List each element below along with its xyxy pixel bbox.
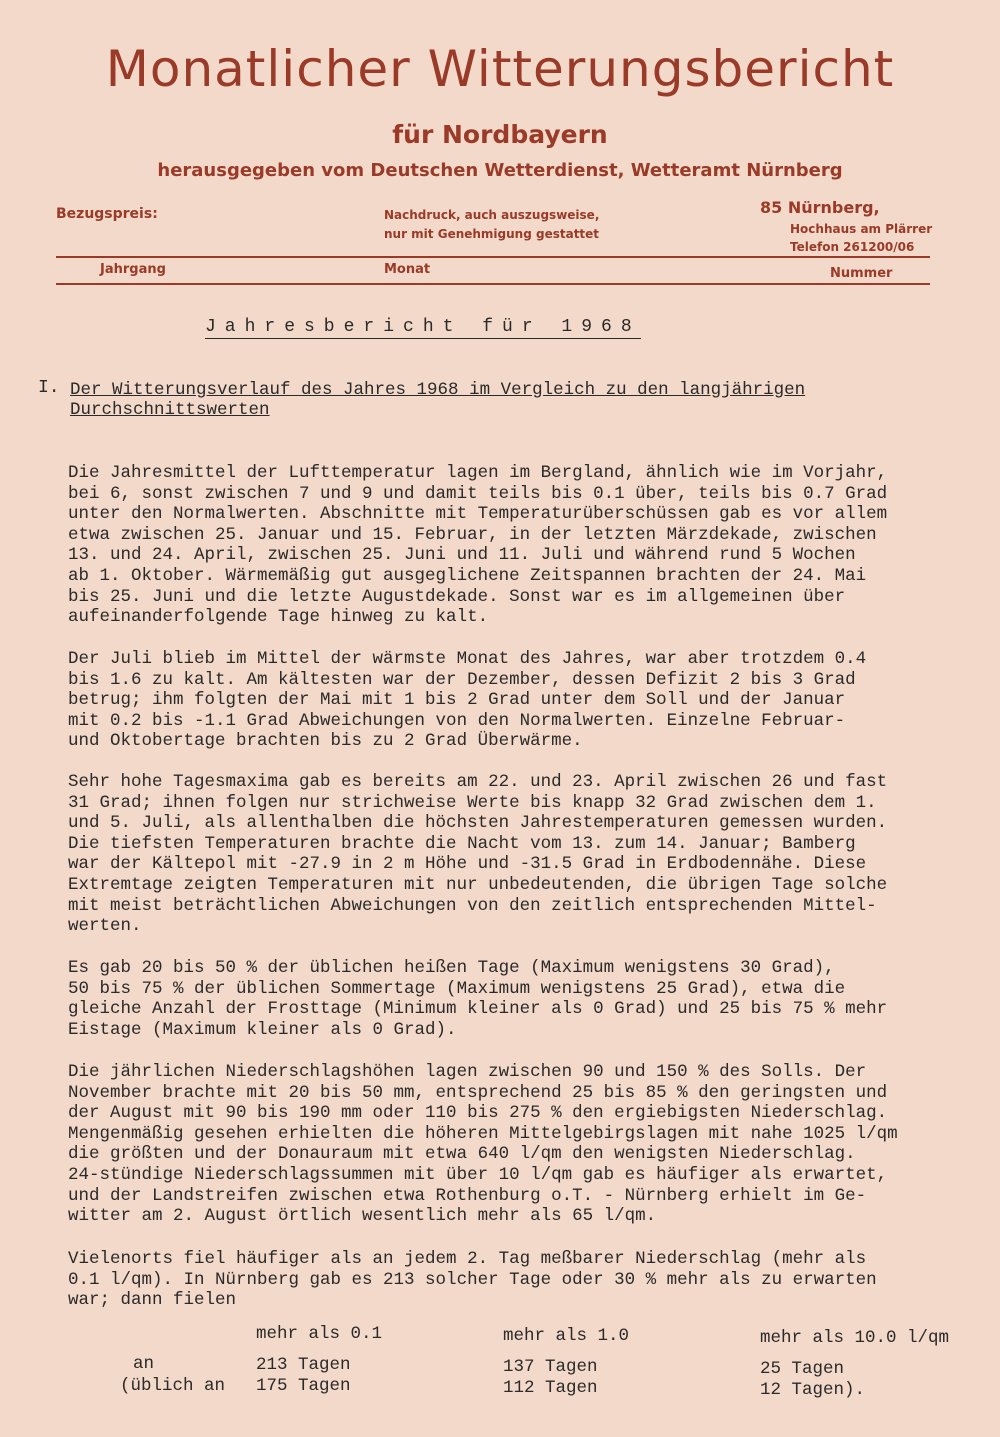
text-line: ab 1. Oktober. Wärmemäßig gut ausgeglichene Zeitspannen brachten der 24. Mai [68, 565, 867, 586]
year-label: Jahrgang [100, 262, 166, 277]
text-line: mit 0.2 bis -1.1 Grad Abweichungen von den Normalwerten. Einzelne Februar- [68, 710, 846, 731]
text-line: November brachte mit 20 bis 50 mm, entsprechend 25 bis 85 % den geringsten und [68, 1082, 888, 1103]
address-line2: Hochhaus am Plärrer [790, 222, 933, 236]
text-line: werten. [68, 916, 142, 937]
text-line: Eistage (Maximum kleiner als 0 Grad). [68, 1019, 457, 1040]
text-line: etwa zwischen 25. Januar und 15. Februar, in der letzten Märzdekade, zwischen [68, 524, 877, 545]
text-line: der August mit 90 bis 190 mm oder 110 bis 275 % den ergiebigsten Niederschlag. [68, 1103, 888, 1124]
paragraph-6 [68, 1249, 958, 1311]
text-line: Sehr hohe Tagesmaxima gab es bereits am 22. und 23. April zwischen 26 und fast [68, 772, 888, 792]
reprint-note-line1: Nachdruck, auch auszugsweise, [384, 208, 600, 222]
text-line: die größten und der Donauraum mit etwa 640 l/qm den wenigsten Niederschlag. [68, 1144, 856, 1165]
address-line1: 85 Nürnberg, [760, 198, 880, 217]
text-line: und Oktobertage brachten bis zu 2 Grad Überwärme. [68, 731, 583, 752]
section-title-line1: Der Witterungsverlauf des Jahres 1968 im Vergleich zu den langjährigen [70, 380, 806, 400]
text-line: Extremtage zeigten Temperaturen mit nur unbedeutenden, die übrigen Tage solche [68, 874, 888, 895]
text-line: war der Kältepol mit -27.9 in 2 m Höhe und -31.5 Grad in Erdbodennähe. Diese [68, 854, 867, 875]
table-cell: 25 Tagen [760, 1359, 845, 1379]
text-line: Die jährlichen Niederschlagshöhen lagen zwischen 90 und 150 % des Solls. Der [68, 1062, 867, 1082]
table-cell: 137 Tagen [503, 1357, 598, 1377]
letterhead-title: Monatlicher Witterungsbericht [105, 40, 895, 98]
text-line: Mengenmäßig gesehen erhielten die höheren Mittelgebirgslagen mit nahe 1025 l/qm [68, 1123, 898, 1144]
section-title-line2: Durchschnittswerten [70, 400, 270, 420]
section-number: I. [38, 378, 60, 398]
paragraph-3 [68, 772, 958, 937]
text-line: bei 6, sonst zwischen 7 und 9 und damit teils bis 0.1 über, teils bis 0.7 Grad [68, 483, 888, 504]
letterhead-subtitle: für Nordbayern [392, 120, 608, 149]
text-line: aufeinanderfolgende Tage hinweg zu kalt. [68, 607, 489, 628]
number-label: Nummer [830, 266, 893, 281]
address-line3: Telefon 261200/06 [790, 240, 915, 254]
text-line: 24-stündige Niederschlagssummen mit über 10 l/qm gab es häufiger als erwartet, [68, 1164, 888, 1185]
text-line: Der Juli blieb im Mittel der wärmste Monat des Jahres, war aber trotzdem 0.4 [68, 649, 867, 669]
text-line: 31 Grad; ihnen folgen nur strichweise Werte bis knapp 32 Grad zwischen dem 1. [68, 792, 877, 813]
text-line: war; dann fielen [68, 1290, 237, 1311]
table-row-label: an [133, 1354, 155, 1374]
text-line: Vielenorts fiel häufiger als an jedem 2. Tag meßbarer Niederschlag (mehr als [68, 1249, 867, 1269]
text-line: 50 bis 75 % der üblichen Sommertage (Maximum wenigstens 25 Grad), etwa die [68, 978, 846, 999]
table-row-label: (üblich an [120, 1376, 226, 1396]
paragraph-5 [68, 1062, 958, 1227]
text-line: bis 1.6 zu kalt. Am kältesten war der Dezember, dessen Defizit 2 bis 3 Grad [68, 669, 856, 690]
text-line: unter den Normalwerten. Abschnitte mit Temperaturüberschüssen gab es vor allem [68, 504, 888, 525]
text-line: mit meist beträchtlichen Abweichungen von den zeitlich entsprechenden Mittel- [68, 895, 877, 916]
text-line: gleiche Anzahl der Frosttage (Minimum kleiner als 0 Grad) und 25 bis 75 % mehr [68, 999, 888, 1020]
table-header-col2: mehr als 1.0 [503, 1326, 630, 1346]
table-header-col3: mehr als 10.0 l/qm [760, 1328, 950, 1348]
text-line: 0.1 l/qm). In Nürnberg gab es 213 solcher Tage oder 30 % mehr als zu erwarten [68, 1269, 877, 1290]
month-label: Monat [384, 262, 431, 277]
paragraph-4 [68, 958, 958, 1040]
text-line: Die tiefsten Temperaturen brachte die Nacht vom 13. zum 14. Januar; Bamberg [68, 833, 856, 854]
text-line: und der Landstreifen zwischen etwa Rothenburg o.T. - Nürnberg erhielt im Ge- [68, 1185, 867, 1206]
header-rule-top [56, 256, 930, 258]
table-cell: 175 Tagen [256, 1376, 351, 1396]
report-title: Jahresbericht für 1968 [205, 317, 641, 337]
text-line: witter am 2. August örtlich wesentlich mehr als 65 l/qm. [68, 1206, 657, 1227]
text-line: Es gab 20 bis 50 % der üblichen heißen Tage (Maximum wenigstens 30 Grad), [68, 958, 835, 978]
text-line: bis 25. Juni und die letzte Augustdekade. Sonst war es im allgemeinen über [68, 586, 846, 607]
letterhead-publisher: herausgegeben vom Deutschen Wetterdienst, Wetteramt Nürnberg [157, 160, 843, 181]
table-cell: 112 Tagen [503, 1378, 598, 1398]
paragraph-1 [68, 463, 958, 628]
table-cell: 12 Tagen). [760, 1380, 866, 1400]
price-label: Bezugspreis: [56, 206, 158, 222]
text-line: Die Jahresmittel der Lufttemperatur lagen im Bergland, ähnlich wie im Vorjahr, [68, 463, 888, 483]
reprint-note-line2: nur mit Genehmigung gestattet [384, 227, 600, 241]
header-rule-bottom [56, 283, 930, 285]
text-line: 13. und 24. April, zwischen 25. Juni und 11. Juli und während rund 5 Wochen [68, 545, 856, 566]
text-line: betrug; ihm folgten der Mai mit 1 bis 2 Grad unter dem Soll und der Januar [68, 690, 846, 711]
table-cell: 213 Tagen [256, 1355, 351, 1375]
text-line: und 5. Juli, als allenthalben die höchsten Jahrestemperaturen gemessen wurden. [68, 813, 888, 834]
table-header-col1: mehr als 0.1 [256, 1324, 383, 1344]
paragraph-2 [68, 649, 958, 752]
